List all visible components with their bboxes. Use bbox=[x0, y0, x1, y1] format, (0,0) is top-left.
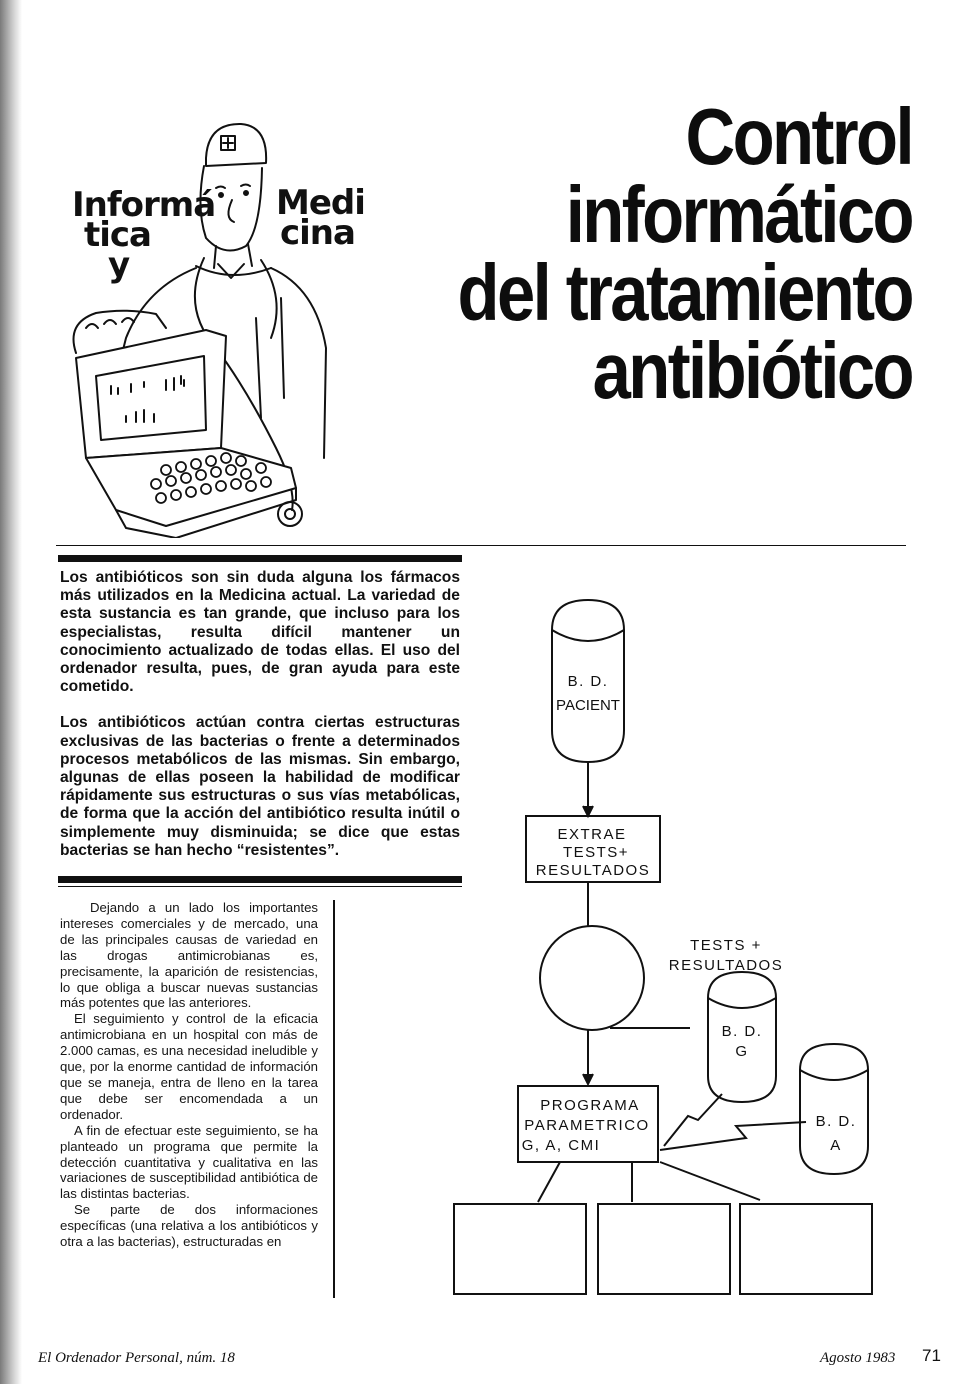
page-edge-shadow bbox=[0, 0, 22, 1384]
db-g-label-1: B. D. bbox=[721, 1023, 763, 1040]
extrae-label-3: RESULTADOS bbox=[535, 862, 651, 879]
doctor-computer-illustration bbox=[56, 118, 376, 538]
section-label-left bbox=[72, 185, 216, 285]
db-g-label-2: G bbox=[735, 1043, 749, 1060]
db-a-label-2: A bbox=[830, 1137, 842, 1154]
process-circle bbox=[540, 926, 644, 1030]
connector-programa-outputs bbox=[538, 1162, 760, 1202]
page-number: 71 bbox=[922, 1346, 941, 1365]
footer-date: Agosto 1983 bbox=[820, 1350, 896, 1366]
intro-paragraph-1: Los antibióticos son sin duda alguna los fármacos más utilizados en la Medicina actual. La variedad de esta sustancia es tan grande, que incluso para los especialistas, resulta difícil mantener un conocimiento actualizado de todas ellas. El uso del ordenador resulta, pues, de gran ayuda para este cometido. bbox=[60, 569, 460, 696]
body-text bbox=[60, 900, 318, 1250]
extrae-label-1: EXTRAE bbox=[557, 826, 627, 843]
db-a-shape bbox=[800, 1044, 868, 1174]
flow-diagram bbox=[440, 590, 920, 1310]
db-pacient-label-1: B. D. bbox=[567, 673, 609, 690]
intro-bottom-thin-rule bbox=[58, 886, 462, 887]
db-pacient-label-2: PACIENT bbox=[556, 697, 620, 714]
db-a-label-1: B. D. bbox=[815, 1113, 857, 1130]
body-paragraph-1: Dejando a un lado los importantes intereses comerciales y de mercado, una de las principales causas de variedad en las drogas antimicrobianas es, precisamente, la aparición de resistencias, lo que obliga a buscar nuevas sustancias más potentes que las anteriores. bbox=[60, 900, 318, 1011]
connector-db-g-programa bbox=[664, 1094, 722, 1146]
section-label-left-line3: y bbox=[108, 245, 130, 285]
intro-text bbox=[60, 569, 460, 878]
output-box-1 bbox=[454, 1204, 586, 1294]
body-paragraph-2: El seguimiento y control de la eficacia antimicrobiana en un hospital con más de 2.000 camas, es una necesidad ineludible y que, por la enorme cantidad de información que se maneja, entra de lleno en la tarea que debe ser encomendada a un ordenador. bbox=[60, 1011, 318, 1122]
section-label-right-line2: cina bbox=[280, 213, 355, 253]
body-paragraph-3: A fin de efectuar este seguimiento, se ha planteado un programa que permite la detección cuantitativa y cualitativa en las variaciones de susceptibilidad antibiótica de las distintas bacterias. bbox=[60, 1122, 318, 1202]
output-box-2 bbox=[598, 1204, 730, 1294]
title-line-3: antibiótico bbox=[592, 326, 912, 415]
programa-label-3: G, A, CMI bbox=[521, 1137, 601, 1154]
section-label-left-line2: tica bbox=[84, 215, 152, 255]
footer-publication: El Ordenador Personal, núm. 18 bbox=[38, 1350, 235, 1366]
body-paragraph-4: Se parte de dos informaciones específicas (una relativa a los antibióticos y otra a las bacterias), estructuradas en bbox=[60, 1202, 318, 1250]
output-box-3 bbox=[740, 1204, 872, 1294]
section-label-right bbox=[276, 183, 365, 253]
intro-paragraph-2: Los antibióticos actúan contra ciertas estructuras exclusivas de las bacterias o frente a determinados procesos metabólicos de las mismas. Sin embargo, algunas de ellas poseen la habilidad de modificar rápidamente sus estructuras o sus vías metabólicas, de forma que la acción del antibiótico resulta inútil o simplemente muy disminuida; se dice que estas bacterias se han hecho “resistentes”. bbox=[60, 714, 460, 859]
programa-label-1: PROGRAMA bbox=[540, 1097, 640, 1114]
extrae-label-2: TESTS+ bbox=[562, 844, 630, 861]
column-rule bbox=[333, 900, 335, 1298]
tests-label-2: RESULTADOS bbox=[668, 957, 784, 974]
title-line-2: del tratamiento bbox=[457, 248, 912, 337]
tests-label-1: TESTS + bbox=[690, 937, 762, 954]
section-label-left-line1: Informá bbox=[72, 185, 216, 225]
intro-top-rule bbox=[58, 555, 462, 562]
title-line-1: Control informático bbox=[565, 92, 912, 259]
section-label-right-line1: Medi bbox=[276, 183, 365, 223]
top-rule bbox=[56, 545, 906, 546]
programa-label-2: PARAMETRICO bbox=[524, 1117, 650, 1134]
connector-db-a-programa bbox=[660, 1122, 806, 1150]
article-title bbox=[386, 92, 912, 415]
